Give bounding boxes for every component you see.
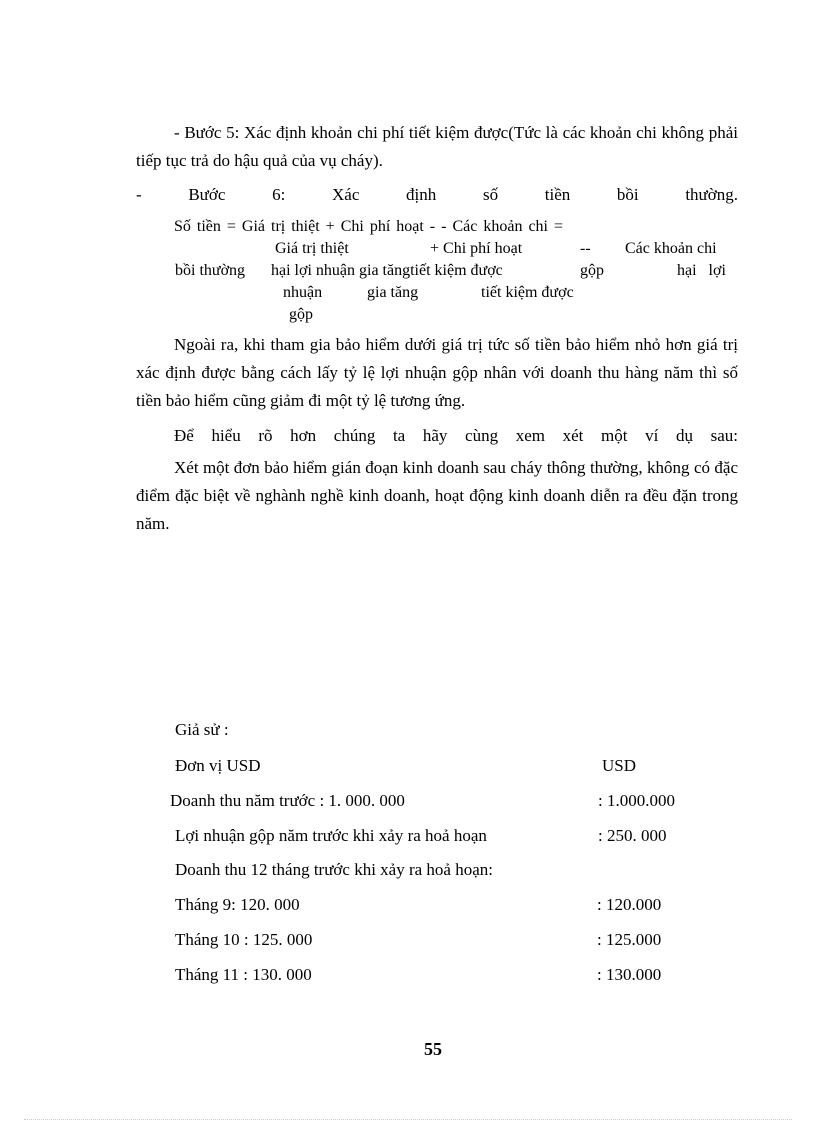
bottom-dotted-divider: [24, 1119, 792, 1120]
formula-line-2-b: + Chi phí hoạt: [430, 240, 523, 257]
formula-line-5: gộp: [289, 306, 313, 323]
step-6-heading: - Bước 6: Xác định số tiền bồi thường.: [136, 185, 738, 204]
paragraph-under-insurance: Ngoài ra, khi tham gia bảo hiểm dưới giá trị tức số tiền bảo hiểm nhỏ hơn giá trị xác định được bằng cách lấy tỷ lệ lợi nhuận gộp nhân với doanh thu hàng năm thì số tiền bảo hiểm cũng giảm đi một tỷ lệ tương ứng.: [136, 335, 738, 410]
formula-line-3-a: bồi thường: [175, 262, 246, 279]
step-5-paragraph: - Bước 5: Xác định khoản chi phí tiết kiệm được(Tức là các khoản chi không phải tiếp tục trả do hậu quả của vụ cháy).: [136, 123, 738, 170]
unit-column-header: USD: [602, 756, 637, 775]
formula-line-4-c: tiết kiệm được: [481, 284, 574, 301]
row-label: Tháng 9: 120. 000: [175, 895, 300, 914]
formula-line-2-a: Giá trị thiệt: [275, 240, 349, 257]
row-label: Doanh thu 12 tháng trước khi xảy ra hoả hoạn:: [175, 860, 493, 879]
formula-line-4-b: gia tăng: [367, 284, 419, 301]
paragraph-example-intro: Để hiểu rõ hơn chúng ta hãy cùng xem xét một ví dụ sau:: [174, 426, 738, 445]
formula-line-2-d: Các khoản chi: [625, 240, 717, 257]
row-value: : 1.000.000: [598, 791, 675, 810]
row-label: Doanh thu năm trước : 1. 000. 000: [170, 791, 405, 810]
unit-label: Đơn vị USD: [175, 756, 261, 775]
row-label: Tháng 11 : 130. 000: [175, 965, 312, 984]
example-intro: Giả sử :: [175, 720, 229, 739]
row-label: Tháng 10 : 125. 000: [175, 930, 313, 949]
paragraph-example-description: Xét một đơn bảo hiểm gián đoạn kinh doanh sau cháy thông thường, không có đặc điểm đặc biệt về nghành nghề kinh doanh, hoạt động kinh doanh diễn ra đều đặn trong năm.: [136, 458, 738, 533]
row-value: : 120.000: [597, 895, 662, 914]
formula-line-4-a: nhuận: [283, 284, 323, 301]
row-value: : 250. 000: [598, 826, 667, 845]
row-label: Lợi nhuận gộp năm trước khi xảy ra hoả hoạn: [175, 826, 487, 845]
formula-line-3-c: gộp: [580, 262, 604, 279]
formula-line-1: Số tiền = Giá trị thiệt + Chi phí hoạt - - Các khoản chi =: [174, 218, 564, 235]
formula-line-3-b: hại lợi nhuận gia tăngtiết kiệm được: [271, 262, 503, 279]
page-number: 55: [424, 1039, 442, 1059]
formula-line-2-c: --: [580, 240, 591, 257]
formula-line-3-d: hại lợi: [677, 262, 726, 279]
row-value: : 125.000: [597, 930, 662, 949]
row-value: : 130.000: [597, 965, 662, 984]
